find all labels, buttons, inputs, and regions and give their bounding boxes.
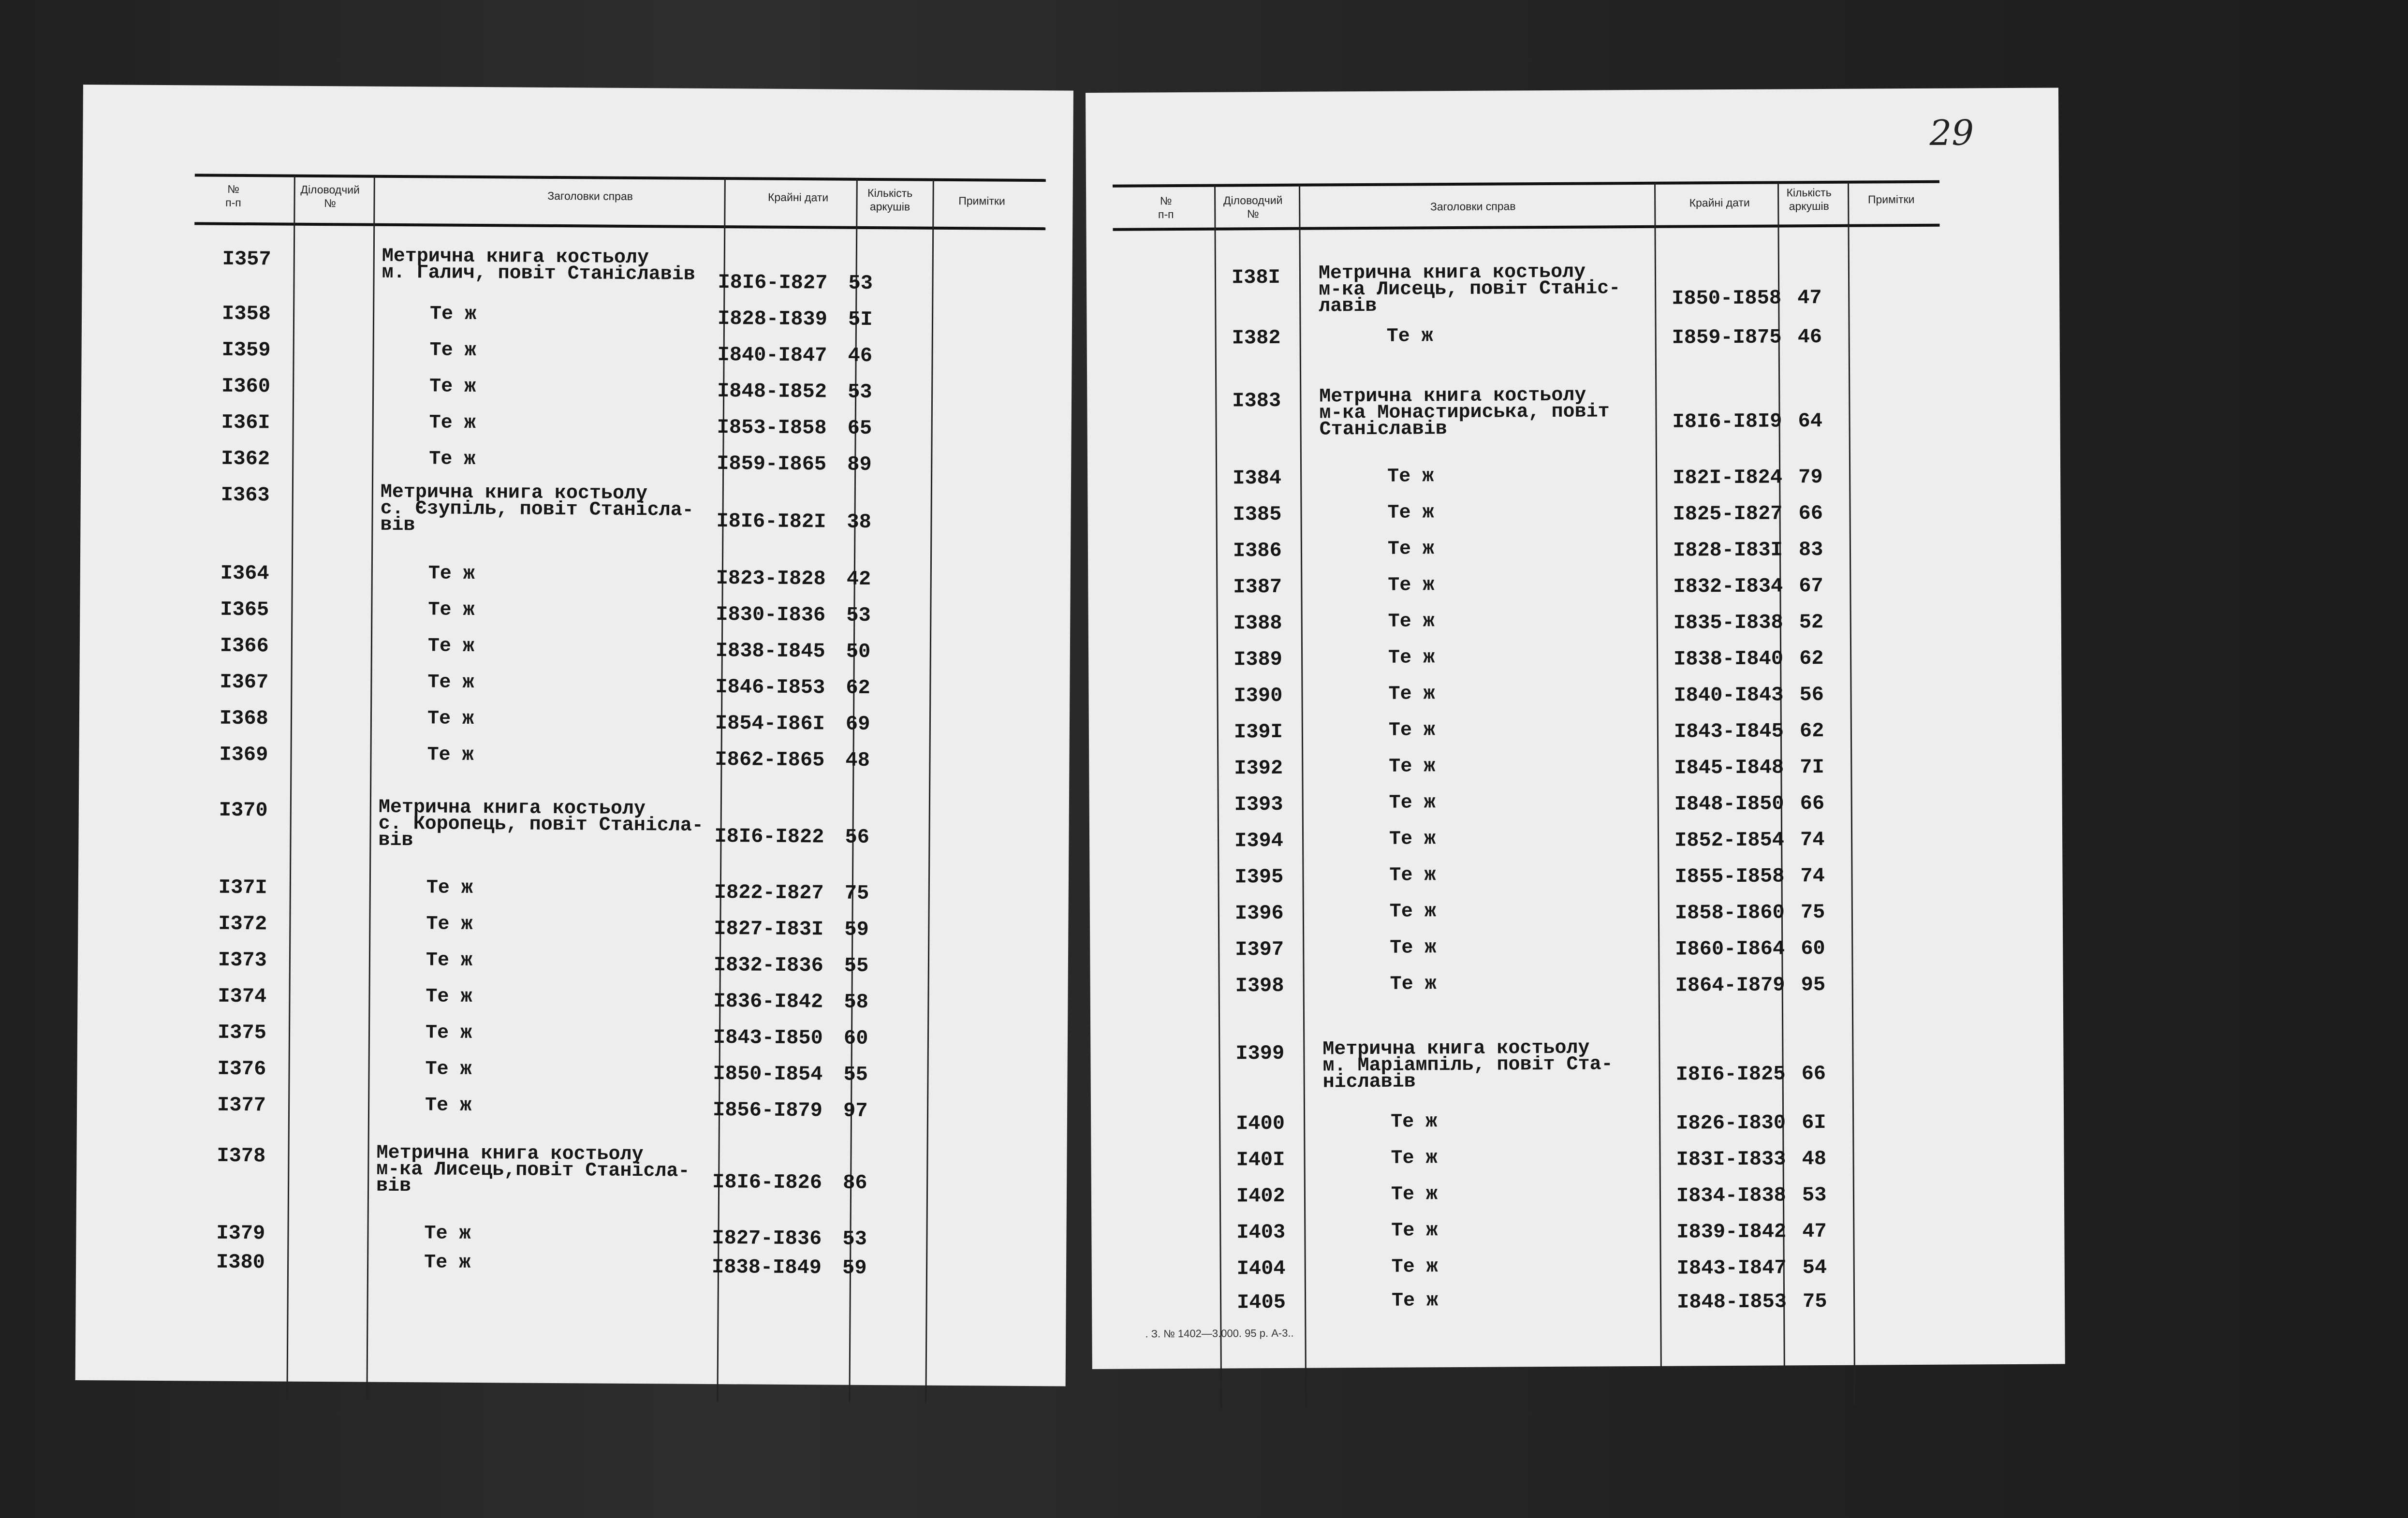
header-bottom-rule	[1113, 224, 1939, 231]
row-number: I373	[218, 948, 267, 972]
row-sheet-count: 74	[1800, 828, 1825, 852]
row-title: Те ж	[427, 744, 474, 766]
row-number: I394	[1234, 829, 1284, 853]
row-dates: I8I6-I827	[718, 271, 828, 295]
row-title: Те ж	[429, 339, 476, 362]
row-title: Те ж	[425, 1022, 472, 1044]
row-title: Те ж	[1388, 647, 1435, 669]
row-sheet-count: 66	[1798, 502, 1823, 525]
row-title: Те ж	[1389, 756, 1436, 778]
row-sheet-count: 55	[844, 954, 869, 978]
row-number: I38I	[1231, 265, 1280, 290]
row-sheet-count: 62	[1799, 647, 1824, 671]
row-title: Те ж	[427, 671, 474, 694]
row-sheet-count: 50	[846, 640, 871, 663]
row-sheet-count: 59	[844, 918, 869, 941]
row-number: I370	[219, 798, 268, 822]
row-dates: I8I6-I822	[714, 825, 824, 849]
left-page	[75, 85, 1073, 1386]
row-title: Те ж	[1388, 611, 1435, 633]
row-sheet-count: 53	[1802, 1183, 1827, 1207]
row-sheet-count: 60	[1801, 937, 1825, 961]
row-title: Те ж	[1391, 1183, 1438, 1206]
row-number: I405	[1236, 1290, 1286, 1314]
row-sheet-count: 47	[1802, 1220, 1827, 1243]
row-dates: I843-I845	[1674, 719, 1784, 744]
row-sheet-count: 86	[843, 1171, 867, 1195]
row-sheet-count: 83	[1798, 538, 1823, 562]
row-title: Те ж	[1391, 1290, 1439, 1312]
header-top-rule	[195, 174, 1046, 182]
row-number: I362	[221, 447, 270, 471]
row-title: Те ж	[429, 448, 476, 470]
row-number: I358	[221, 302, 271, 326]
row-dates: I832-I834	[1673, 574, 1783, 598]
header-dates: Крайні дати	[767, 190, 829, 204]
row-sheet-count: 66	[1801, 1062, 1826, 1086]
row-title: Те ж	[1386, 325, 1433, 348]
row-title: Те ж	[1391, 1220, 1438, 1242]
row-dates: I848-I853	[1676, 1290, 1787, 1314]
row-title: Те ж	[427, 635, 475, 657]
row-dates: I834-I838	[1676, 1183, 1786, 1208]
row-sheet-count: 69	[845, 712, 870, 736]
row-sheet-count: 75	[1800, 901, 1825, 924]
row-number: I396	[1234, 901, 1284, 925]
row-number: I399	[1235, 1041, 1285, 1066]
row-number: I36I	[221, 410, 270, 435]
row-dates: I828-I839	[717, 307, 828, 331]
header-num: № п-п	[225, 182, 241, 209]
row-dates: I856-I879	[712, 1098, 823, 1123]
row-dates: I848-I852	[717, 380, 827, 404]
row-title: Те ж	[426, 877, 473, 899]
row-sheet-count: 75	[1802, 1290, 1827, 1314]
row-dates: I850-I858	[1672, 286, 1782, 310]
row-title: Те ж	[1390, 973, 1437, 995]
row-number: I375	[217, 1021, 267, 1045]
row-title: Те ж	[425, 1058, 472, 1080]
row-number: I374	[218, 984, 267, 1008]
row-dates: I82I-I824	[1673, 466, 1783, 490]
row-sheet-count: 89	[847, 452, 872, 476]
row-number: I366	[220, 634, 269, 658]
row-number: I369	[219, 743, 268, 767]
row-number: I39I	[1233, 720, 1283, 744]
header-notes: Примітки	[1867, 193, 1915, 206]
row-dates: I852-I854	[1674, 828, 1785, 852]
row-title: Те ж	[1391, 1147, 1438, 1169]
row-dates: I864-I879	[1675, 973, 1785, 997]
row-sheet-count: 56	[845, 825, 870, 849]
row-sheet-count: 46	[1797, 325, 1822, 349]
row-title: Те ж	[1387, 502, 1434, 524]
row-dates: I8I6-I825	[1675, 1062, 1786, 1086]
header-notes: Примітки	[958, 194, 1005, 207]
row-dates: I839-I842	[1676, 1220, 1787, 1244]
row-title: Те ж	[429, 412, 476, 434]
row-sheet-count: 59	[842, 1256, 867, 1280]
row-dates: I8I6-I82I	[716, 510, 826, 534]
row-sheet-count: 56	[1799, 683, 1824, 707]
row-dates: I830-I836	[716, 603, 826, 627]
row-title: Те ж	[1389, 901, 1437, 923]
row-sheet-count: 95	[1801, 973, 1826, 997]
row-number: I372	[218, 912, 267, 936]
row-number: I363	[220, 483, 270, 507]
row-number: I379	[216, 1221, 265, 1245]
column-divider	[1299, 185, 1307, 1408]
row-title: Метрична книга костьолу с. Коропець, повіт Станісла- вів	[378, 796, 704, 852]
row-title: Те ж	[1389, 864, 1436, 887]
row-dates: I846-I853	[715, 675, 825, 700]
row-title: Те ж	[1388, 574, 1435, 597]
column-divider	[1654, 183, 1662, 1406]
column-divider	[1214, 186, 1222, 1409]
row-sheet-count: 62	[846, 676, 870, 700]
row-sheet-count: 53	[842, 1227, 867, 1251]
row-sheet-count: 66	[1800, 792, 1825, 816]
row-dates: I835-I838	[1673, 611, 1783, 635]
row-dates: I838-I840	[1674, 647, 1784, 671]
row-dates: I855-I858	[1674, 864, 1785, 889]
row-title: Метрична книга костьолу м. Галич, повіт Станіславів	[382, 245, 695, 286]
row-number: I386	[1233, 539, 1282, 563]
row-dates: I845-I848	[1674, 756, 1784, 780]
right-page	[1086, 88, 2065, 1369]
row-dates: I832-I836	[713, 953, 823, 978]
row-title: Те ж	[1387, 538, 1435, 560]
row-number: I400	[1236, 1111, 1285, 1136]
row-sheet-count: 47	[1797, 286, 1822, 310]
row-title: Метрична книга костьолу м-ка Монастириська, повіт Станіславів	[1319, 384, 1610, 441]
row-sheet-count: 48	[845, 748, 870, 772]
row-sheet-count: 6I	[1802, 1111, 1826, 1135]
row-number: I402	[1236, 1184, 1285, 1208]
row-number: I390	[1233, 684, 1283, 708]
print-footer: . З. № 1402—3.000. 95 р. А-3..	[1145, 1327, 1294, 1340]
row-number: I392	[1234, 756, 1283, 780]
row-number: I397	[1235, 937, 1284, 962]
row-title: Те ж	[1389, 828, 1436, 850]
header-bottom-rule	[194, 222, 1045, 230]
row-title: Те ж	[429, 303, 477, 325]
row-dates: I822-I827	[714, 881, 824, 905]
row-number: I367	[220, 670, 269, 694]
row-sheet-count: 7I	[1800, 756, 1824, 779]
row-title: Метрична книга костьолу м-ка Лисець,повіт Станісла- вів	[376, 1142, 690, 1197]
row-number: I37I	[218, 876, 267, 900]
row-title: Те ж	[426, 913, 473, 935]
row-number: I368	[219, 706, 268, 730]
row-number: I388	[1233, 611, 1282, 635]
row-dates: I827-I836	[712, 1226, 822, 1251]
row-dates: I8I6-I826	[712, 1170, 822, 1195]
column-divider	[286, 176, 295, 1399]
row-number: I365	[220, 598, 269, 622]
row-number: I395	[1234, 865, 1284, 889]
row-title: Те ж	[429, 376, 476, 398]
row-dates: I843-I850	[713, 1025, 823, 1050]
row-dates: I838-I845	[715, 639, 825, 663]
header-titles: Заголовки справ	[1430, 200, 1516, 213]
row-number: I384	[1233, 466, 1282, 490]
row-title: Те ж	[427, 708, 474, 730]
row-dates: I8I6-I8I9	[1672, 409, 1782, 434]
row-dates: I838-I849	[711, 1255, 822, 1280]
row-number: I403	[1236, 1220, 1286, 1244]
row-sheet-count: 65	[847, 416, 872, 440]
row-dates: I825-I827	[1673, 502, 1783, 526]
row-title: Те ж	[426, 949, 473, 972]
row-title: Те ж	[425, 1095, 472, 1117]
row-number: I383	[1232, 389, 1281, 413]
row-sheet-count: 55	[843, 1063, 868, 1086]
row-dates: I854-I86I	[715, 712, 825, 736]
page-number: 29	[1929, 112, 1974, 153]
row-dates: I860-I864	[1675, 937, 1785, 961]
row-sheet-count: 54	[1802, 1256, 1827, 1280]
row-sheet-count: 53	[848, 271, 873, 295]
row-sheet-count: 38	[847, 510, 872, 534]
row-title: Метрична книга костьолу м-ка Лисець, повіт Станіс- лавів	[1318, 261, 1621, 318]
row-dates: I843-I847	[1676, 1256, 1787, 1280]
row-dates: I859-I865	[717, 452, 827, 476]
header-titles: Заголовки справ	[547, 189, 633, 203]
row-title: Те ж	[426, 986, 472, 1008]
row-number: I387	[1233, 575, 1282, 599]
row-sheet-count: 58	[844, 990, 869, 1014]
header-clerk: Діловодчий №	[300, 183, 360, 210]
row-number: I385	[1233, 502, 1282, 526]
header-sheets: Кількість аркушів	[1786, 186, 1832, 213]
row-number: I380	[216, 1250, 265, 1274]
row-number: I378	[217, 1144, 266, 1168]
row-dates: I862-I865	[715, 748, 825, 772]
row-number: I389	[1233, 647, 1283, 671]
column-divider	[366, 176, 375, 1400]
row-number: I40I	[1236, 1148, 1285, 1172]
row-number: I377	[217, 1093, 266, 1117]
row-sheet-count: 75	[844, 881, 869, 905]
row-dates: I840-I843	[1674, 683, 1784, 707]
row-title: Те ж	[1390, 937, 1437, 959]
header-clerk: Діловодчий №	[1223, 193, 1283, 220]
row-title: Те ж	[1388, 683, 1435, 705]
row-sheet-count: 67	[1799, 574, 1823, 598]
row-title: Метрична книга костьолу м. Маріампіль, повіт Ста- ніславів	[1322, 1037, 1613, 1094]
row-title: Те ж	[1391, 1256, 1438, 1278]
row-sheet-count: 53	[847, 380, 872, 404]
row-dates: I836-I842	[713, 989, 823, 1014]
row-number: I404	[1236, 1256, 1286, 1281]
row-dates: I853-I858	[717, 416, 827, 440]
row-sheet-count: 48	[1802, 1147, 1827, 1171]
row-title: Те ж	[428, 563, 475, 585]
row-dates: I83I-I833	[1676, 1147, 1786, 1171]
row-title: Те ж	[1389, 792, 1436, 814]
row-dates: I848-I850	[1674, 792, 1784, 816]
row-title: Метрична книга костьолу с. Єзупіль, повіт Станісла- вів	[380, 481, 694, 537]
row-number: I393	[1234, 792, 1283, 817]
row-title: Те ж	[1387, 466, 1434, 488]
row-dates: I828-I83I	[1673, 538, 1783, 562]
row-dates: I850-I854	[713, 1062, 823, 1086]
row-number: I364	[220, 561, 269, 585]
row-sheet-count: 74	[1800, 864, 1825, 888]
row-dates: I859-I875	[1672, 325, 1782, 350]
row-number: I359	[221, 338, 271, 362]
row-title: Те ж	[1391, 1111, 1438, 1133]
row-dates: I827-I83I	[714, 917, 824, 941]
row-title: Те ж	[424, 1223, 471, 1245]
column-divider	[1848, 182, 1855, 1405]
header-sheets: Кількість аркушів	[867, 186, 913, 213]
row-number: I360	[221, 374, 271, 398]
row-title: Те ж	[424, 1252, 471, 1274]
row-title: Те ж	[428, 599, 475, 621]
row-title: Те ж	[1388, 719, 1436, 742]
row-sheet-count: 64	[1798, 409, 1823, 433]
row-dates: I840-I847	[717, 343, 827, 367]
row-sheet-count: 46	[848, 344, 873, 367]
row-sheet-count: 62	[1799, 719, 1824, 743]
row-dates: I858-I860	[1674, 901, 1785, 925]
row-sheet-count: 53	[846, 603, 871, 627]
row-number: I382	[1232, 326, 1281, 350]
row-sheet-count: 52	[1799, 611, 1824, 634]
row-sheet-count: 60	[843, 1026, 868, 1050]
row-dates: I826-I830	[1676, 1111, 1786, 1135]
row-sheet-count: 42	[846, 567, 871, 591]
row-number: I376	[217, 1057, 266, 1081]
row-number: I398	[1235, 974, 1284, 998]
row-number: I357	[222, 247, 271, 271]
row-sheet-count: 79	[1798, 466, 1823, 489]
column-divider	[925, 180, 934, 1403]
header-dates: Крайні дати	[1689, 196, 1750, 209]
row-dates: I823-I828	[716, 567, 826, 591]
row-sheet-count: 5I	[848, 307, 873, 331]
row-sheet-count: 97	[843, 1099, 868, 1123]
header-num: № п-п	[1158, 194, 1174, 221]
